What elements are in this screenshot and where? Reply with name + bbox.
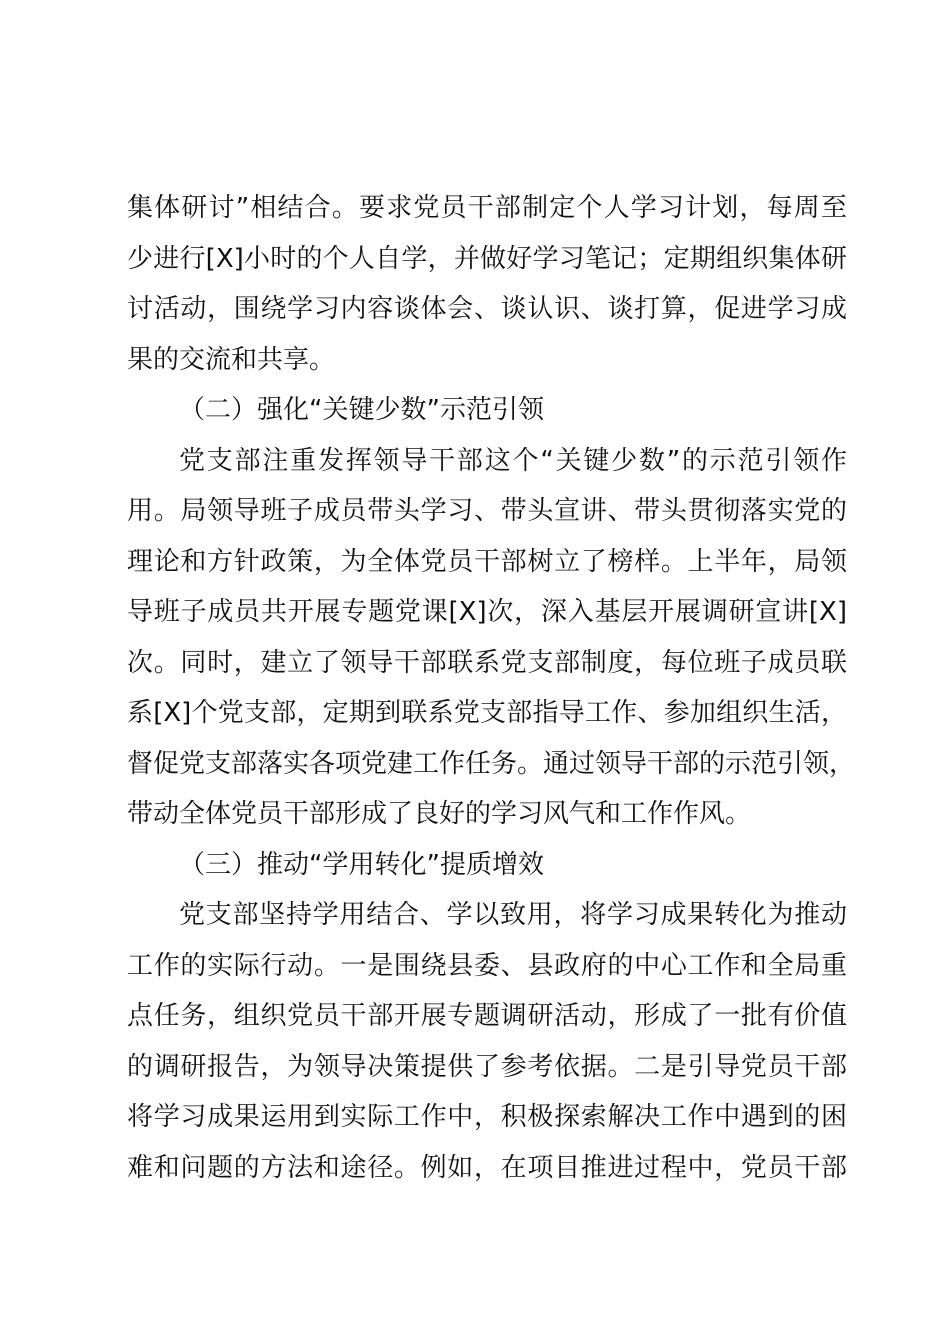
paragraph-line: 次。同时，建立了领导干部联系党支部制度，每位班子成员联 <box>127 647 847 678</box>
paragraph-line: 党支部坚持学用结合、学以致用，将学习成果转化为推动 <box>179 900 847 930</box>
paragraph-line: 工作的实际行动。一是围绕县委、县政府的中心工作和全局重 <box>127 950 847 981</box>
paragraph-line: 讨活动，围绕学习内容谈体会、谈认识、谈打算，促进学习成 <box>127 294 847 324</box>
paragraph-line: 带动全体党员干部形成了良好的学习风气和工作作风。 <box>127 799 752 829</box>
paragraph-line: 导班子成员共开展专题党课[X]次，深入基层开展调研宣讲[X] <box>127 597 847 627</box>
paragraph-line: 用。局领导班子成员带头学习、带头宣讲、带头贯彻落实党的 <box>127 496 847 526</box>
section-heading: （三）推动“学用转化”提质增效 <box>179 849 544 880</box>
paragraph-line: 点任务，组织党员干部开展专题调研活动，形成了一批有价值 <box>127 1001 847 1031</box>
paragraph-line: 的调研报告，为领导决策提供了参考依据。二是引导党员干部 <box>127 1051 847 1082</box>
paragraph-line: 果的交流和共享。 <box>127 344 336 375</box>
paragraph-line: 督促党支部落实各项党建工作任务。通过领导干部的示范引领， <box>127 748 856 779</box>
paragraph-line: 理论和方针政策，为全体党员干部树立了榜样。上半年，局领 <box>127 546 847 577</box>
paragraph-line: 难和问题的方法和途径。例如，在项目推进过程中，党员干部 <box>127 1152 847 1183</box>
section-heading: （二）强化“关键少数”示范引领 <box>179 395 544 425</box>
paragraph-line: 集体研讨”相结合。要求党员干部制定个人学习计划，每周至 <box>127 193 847 223</box>
paragraph-line: 系[X]个党支部，定期到联系党支部指导工作、参加组织生活， <box>127 698 847 728</box>
paragraph-line: 将学习成果运用到实际工作中，积极探索解决工作中遇到的困 <box>127 1102 847 1132</box>
document-body <box>127 183 856 1193</box>
paragraph-line: 少进行[X]小时的个人自学，并做好学习笔记；定期组织集体研 <box>127 243 847 274</box>
paragraph-line: 党支部注重发挥领导干部这个“关键少数”的示范引领作 <box>179 445 847 476</box>
